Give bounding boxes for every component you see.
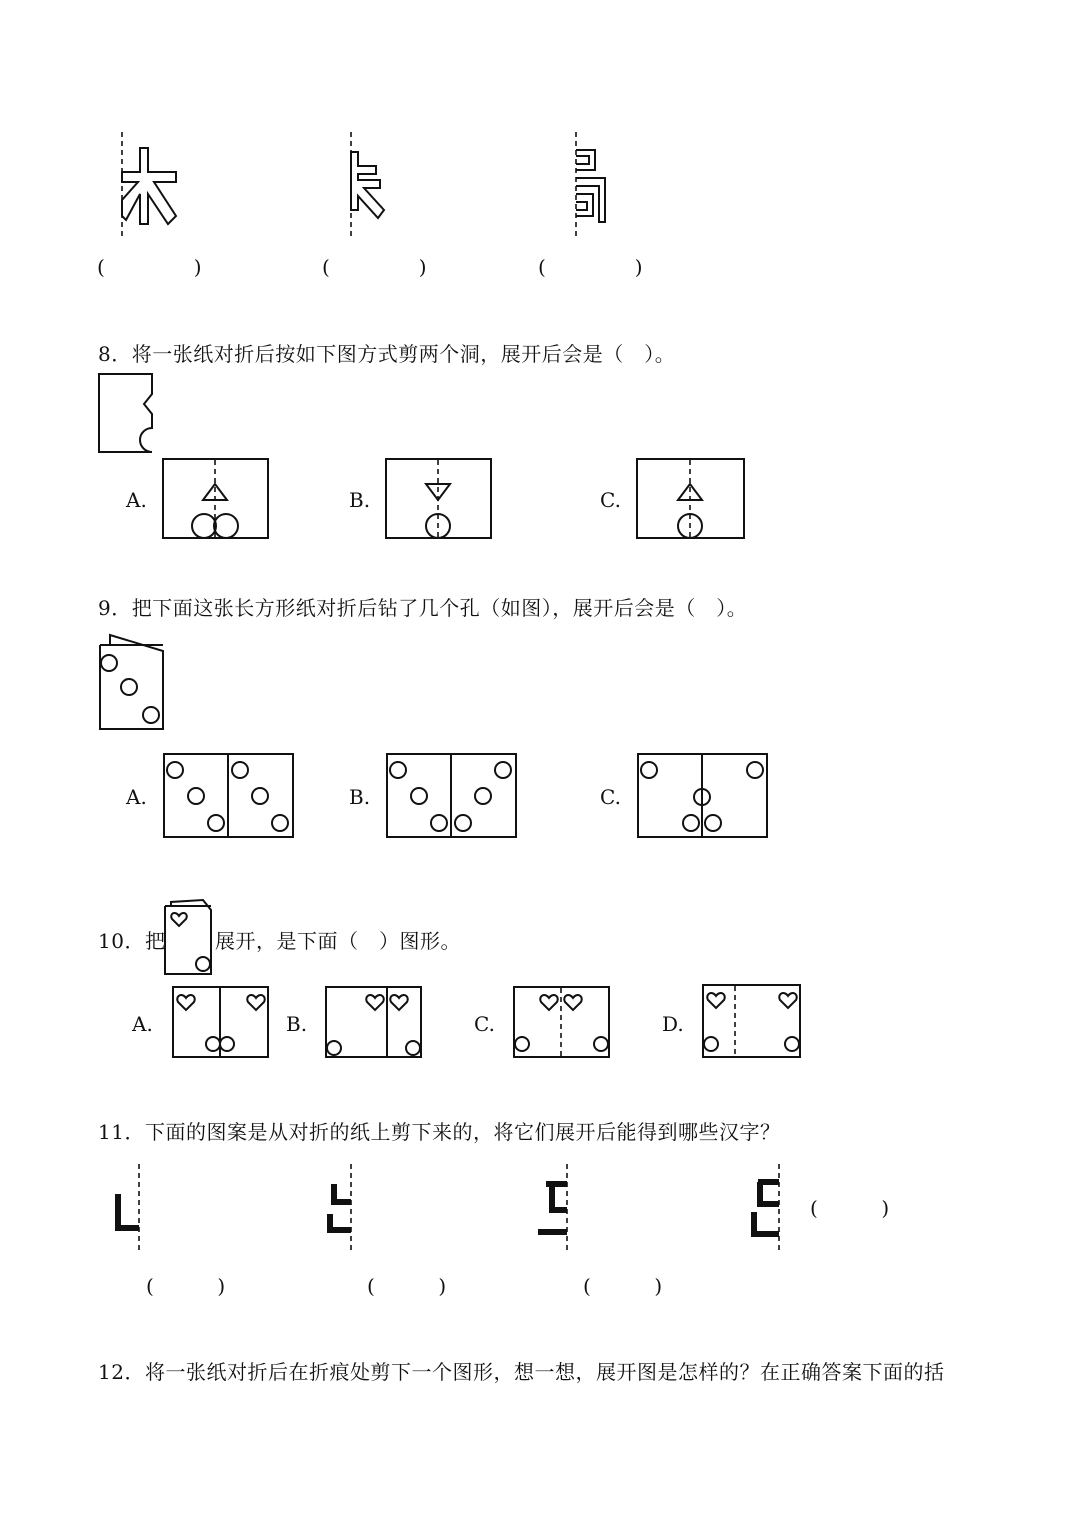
- q8-option-b-figure[interactable]: [385, 458, 493, 540]
- q10-option-b-label: B.: [286, 1012, 308, 1036]
- q11-figure-4: [748, 1162, 788, 1252]
- q7-answer-paren-3[interactable]: ( ): [538, 255, 643, 279]
- q9-option-b-figure[interactable]: [386, 753, 518, 839]
- q9-option-b-label: B.: [349, 785, 371, 809]
- q11-figure-3: [534, 1162, 574, 1252]
- q11-answer-paren-1[interactable]: ( ): [146, 1274, 226, 1298]
- q10-question-text-after: 展开，是下面（ ）图形。: [215, 929, 461, 953]
- q10-option-c-figure[interactable]: [513, 986, 611, 1060]
- q8-option-b-label: B.: [349, 488, 371, 512]
- q9-option-a-label: A.: [126, 785, 147, 809]
- q10-option-d-label: D.: [662, 1012, 684, 1036]
- q8-option-c-figure[interactable]: [636, 458, 746, 540]
- q7-figure-3: [565, 130, 645, 245]
- q8-question-text: 8．将一张纸对折后按如下图方式剪两个洞，展开后会是（ ）。: [98, 342, 676, 366]
- q7-answer-paren-2[interactable]: ( ): [322, 255, 427, 279]
- q10-option-d-figure[interactable]: [702, 984, 802, 1060]
- q10-question-text-before: 10．把: [98, 929, 166, 953]
- q9-option-a-figure[interactable]: [163, 753, 295, 839]
- q11-figure-2: [322, 1162, 362, 1252]
- q8-option-a-figure[interactable]: [162, 458, 270, 540]
- q8-option-a-label: A.: [126, 488, 147, 512]
- q9-option-c-figure[interactable]: [637, 753, 769, 839]
- q10-option-a-figure[interactable]: [172, 986, 270, 1060]
- q10-option-b-figure[interactable]: [325, 986, 423, 1060]
- q11-answer-paren-4[interactable]: ( ): [810, 1196, 890, 1220]
- q11-question-text: 11．下面的图案是从对折的纸上剪下来的，将它们展开后能得到哪些汉字？: [98, 1120, 781, 1144]
- q10-folded-paper: [163, 898, 218, 978]
- q12-question-text: 12．将一张纸对折后在折痕处剪下一个图形，想一想，展开图是怎样的？在正确答案下面的括: [98, 1360, 945, 1384]
- q8-option-c-label: C.: [600, 488, 621, 512]
- q11-answer-paren-2[interactable]: ( ): [367, 1274, 447, 1298]
- q10-option-a-label: A.: [132, 1012, 153, 1036]
- q10-option-c-label: C.: [474, 1012, 495, 1036]
- q7-figure-1: [110, 130, 190, 245]
- q11-answer-paren-3[interactable]: ( ): [583, 1274, 663, 1298]
- q9-question-text: 9．把下面这张长方形纸对折后钻了几个孔（如图），展开后会是（ ）。: [98, 596, 748, 620]
- q9-option-c-label: C.: [600, 785, 621, 809]
- q7-figure-2: [340, 130, 420, 245]
- q9-folded-paper: [98, 633, 168, 733]
- q11-figure-1: [110, 1162, 150, 1252]
- q8-folded-paper: [97, 372, 157, 456]
- q7-answer-paren-1[interactable]: ( ): [97, 255, 202, 279]
